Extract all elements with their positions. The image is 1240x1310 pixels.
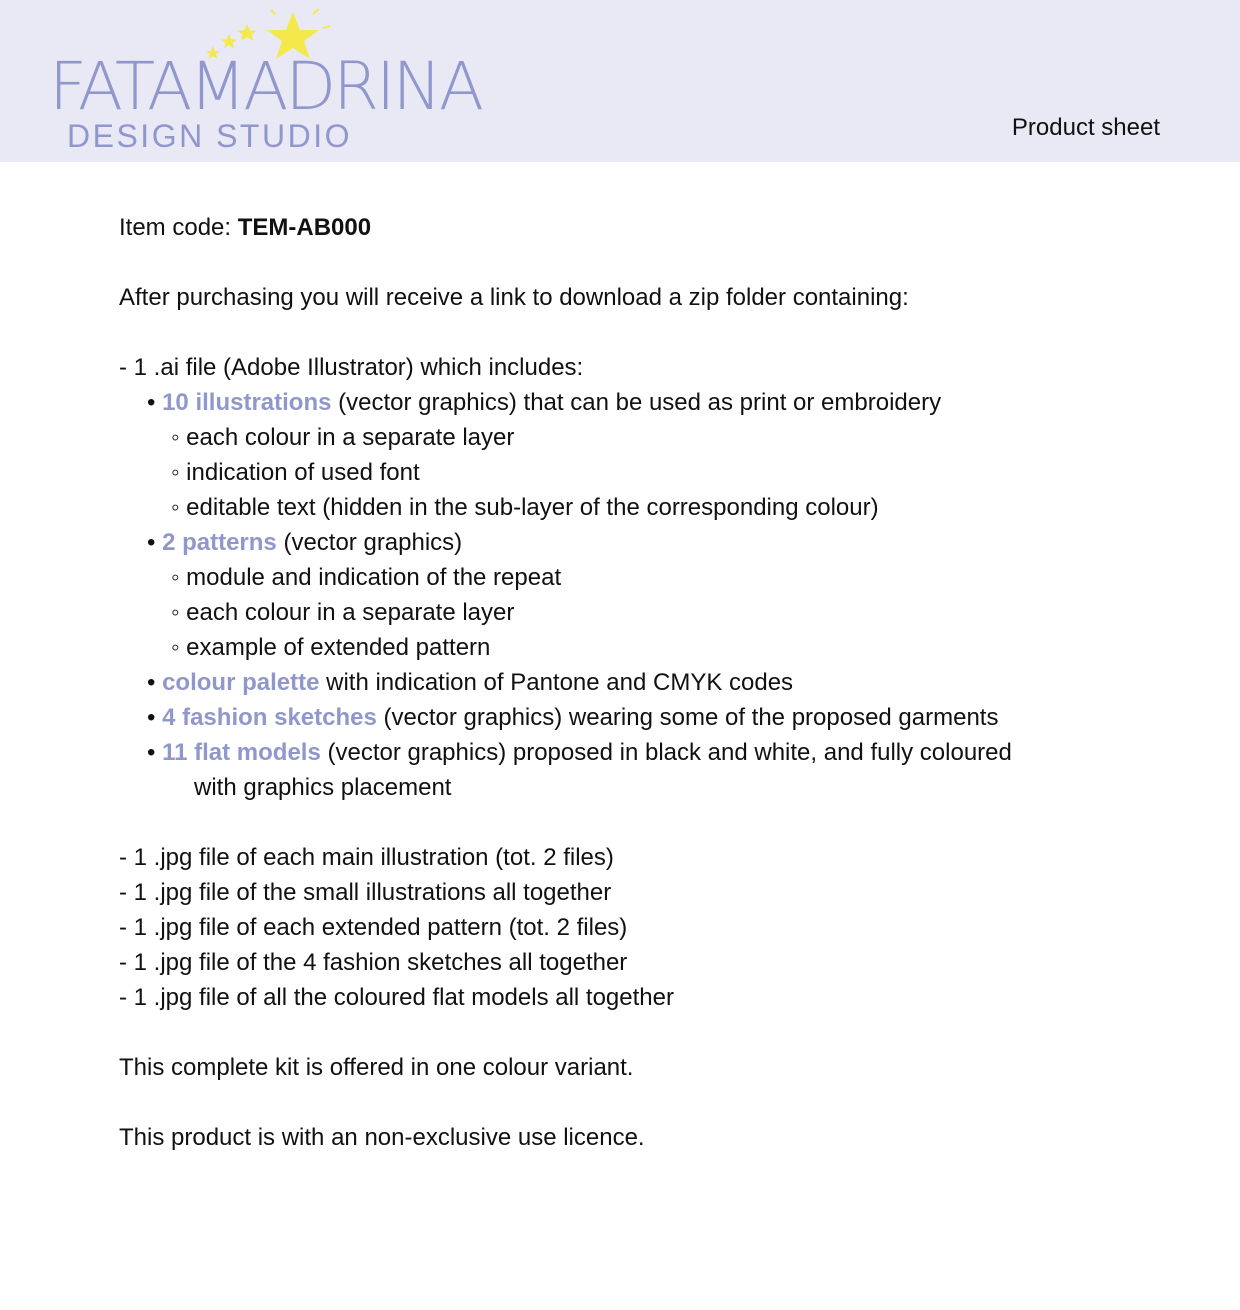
list-item-text: (vector graphics) wearing some of the proposed garments: [376, 704, 999, 731]
list-item-continuation: with graphics placement: [194, 774, 452, 801]
sub-item: ◦ module and indication of the repeat: [171, 564, 562, 591]
jpg-file-item: - 1 .jpg file of the small illustrations all together: [119, 879, 612, 906]
list-item-patterns: [119, 525, 1179, 560]
item-code-value: TEM-AB000: [237, 214, 372, 241]
logo-wordmark: FATAMADRINA: [49, 48, 482, 125]
jpg-file-item: - 1 .jpg file of all the coloured flat models all together: [119, 984, 674, 1011]
sub-item: ◦ example of extended pattern: [171, 634, 491, 661]
list-item-flat-models: [119, 735, 1179, 770]
item-code-line: [119, 210, 1179, 245]
highlight-patterns: 2 patterns: [162, 529, 277, 556]
bullet: •: [147, 704, 156, 731]
bullet: •: [147, 739, 156, 766]
sub-item: ◦ each colour in a separate layer: [171, 599, 515, 626]
sheet-label: Product sheet: [1011, 114, 1160, 141]
list-item-text: (vector graphics) proposed in black and white, and fully coloured: [320, 739, 1012, 766]
brand-logo: [45, 8, 482, 158]
jpg-file-item: - 1 .jpg file of each extended pattern (tot. 2 files): [119, 914, 628, 941]
variant-note: This complete kit is offered in one colour variant.: [119, 1054, 634, 1081]
sub-item: ◦ editable text (hidden in the sub-layer of the corresponding colour): [171, 494, 879, 521]
highlight-palette: colour palette: [162, 669, 320, 696]
list-item-text: (vector graphics): [276, 529, 463, 556]
jpg-file-item: - 1 .jpg file of each main illustration (tot. 2 files): [119, 844, 614, 871]
list-item-text: with indication of Pantone and CMYK codes: [319, 669, 794, 696]
list-item-sketches: [119, 700, 1179, 735]
sub-item: ◦ each colour in a separate layer: [171, 424, 515, 451]
bullet: •: [147, 529, 156, 556]
logo-subtitle: DESIGN STUDIO: [67, 118, 352, 154]
document-body: [119, 210, 1179, 1155]
jpg-file-item: - 1 .jpg file of the 4 fashion sketches all together: [119, 949, 628, 976]
item-code-label: Item code:: [119, 214, 238, 241]
licence-note: This product is with an non-exclusive use licence.: [119, 1124, 645, 1151]
page-header: [0, 0, 1240, 162]
bullet: •: [147, 389, 156, 416]
list-item-palette: [119, 665, 1179, 700]
ai-file-heading: - 1 .ai file (Adobe Illustrator) which includes:: [119, 354, 584, 381]
list-item-text: (vector graphics) that can be used as print or embroidery: [331, 389, 942, 416]
highlight-illustrations: 10 illustrations: [162, 389, 332, 416]
intro-text: After purchasing you will receive a link to download a zip folder containing:: [119, 284, 909, 311]
highlight-flat-models: 11 flat models: [162, 739, 321, 766]
bullet: •: [147, 669, 156, 696]
list-item-illustrations: [119, 385, 1179, 420]
sub-item: ◦ indication of used font: [171, 459, 420, 486]
highlight-sketches: 4 fashion sketches: [162, 704, 377, 731]
